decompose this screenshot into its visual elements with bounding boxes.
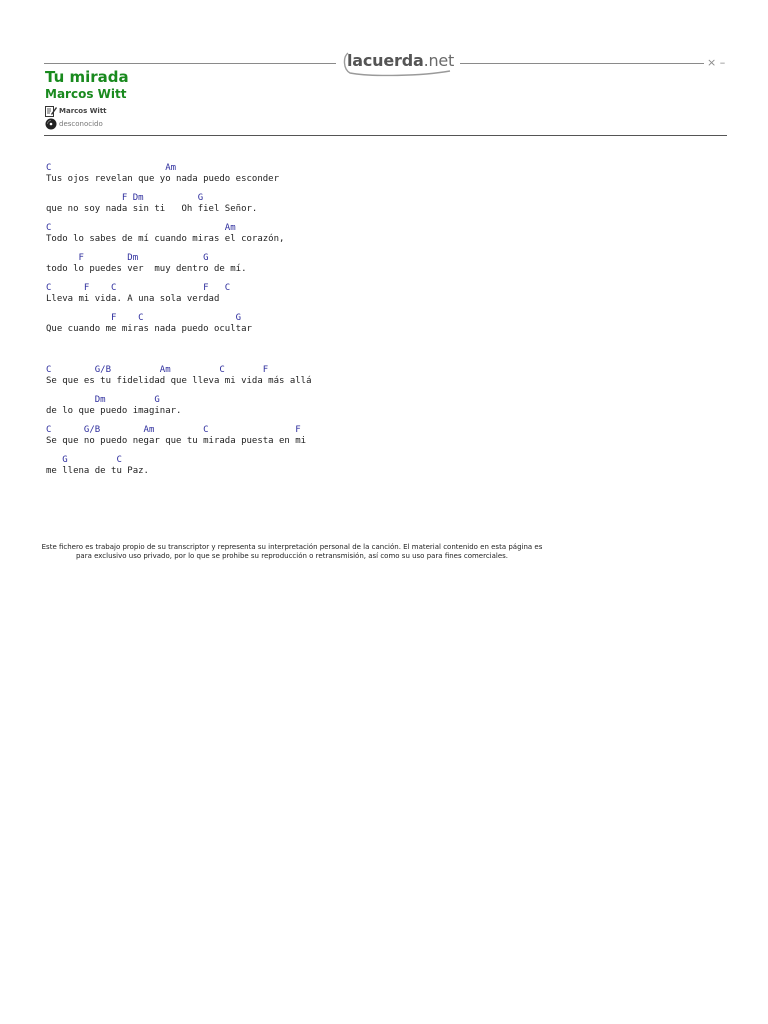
album-row — [45, 118, 103, 130]
header-rule-left — [44, 63, 336, 64]
header-divider — [44, 135, 727, 136]
transcriber-name[interactable]: Marcos Witt — [59, 107, 107, 115]
lyric-line: me llena de tu Paz. — [46, 466, 149, 476]
chord-line: F Dm G — [46, 253, 209, 263]
disc-icon — [45, 118, 57, 130]
lyric-line: Se que no puedo negar que tu mirada puesta en mi — [46, 436, 307, 446]
header-end-mark: × – — [707, 56, 726, 69]
lyric-line: todo lo puedes ver muy dentro de mí. — [46, 264, 247, 274]
transcriber-row — [45, 105, 107, 117]
site-logo[interactable] — [342, 49, 454, 77]
lyric-line: de lo que puedo imaginar. — [46, 406, 182, 416]
chord-line: C G/B Am C F — [46, 425, 301, 435]
stanza-gap — [46, 343, 312, 365]
lyric-line: Se que es tu fidelidad que lleva mi vida más allá — [46, 376, 312, 386]
logo-brand: lacuerda — [347, 51, 424, 70]
lyric-line: Lleva mi vida. A una sola verdad — [46, 294, 220, 304]
chord-line: C G/B Am C F — [46, 365, 269, 375]
lyric-line: que no soy nada sin ti Oh fiel Señor. — [46, 204, 258, 214]
lyric-line: Que cuando me miras nada puedo ocultar — [46, 324, 252, 334]
disclaimer — [30, 543, 554, 561]
header-rule-right — [460, 63, 704, 64]
logo-text — [347, 51, 454, 71]
chord-line: C F C F C — [46, 283, 231, 293]
song-artist[interactable]: Marcos Witt — [45, 87, 127, 101]
song-body — [46, 163, 312, 485]
album-name: desconocido — [59, 120, 103, 128]
lyric-line: Tus ojos revelan que yo nada puedo esconder — [46, 174, 279, 184]
disclaimer-line-1: Este fichero es trabajo propio de su transcriptor y representa su interpretación personal de la canción. El material contenido en esta página es — [41, 543, 543, 551]
logo-tld: .net — [423, 51, 455, 70]
edit-icon — [45, 105, 57, 117]
disclaimer-line-2: para exclusivo uso privado, por lo que se prohibe su reproducción o retransmisión, así como su uso para fines comerciales. — [75, 552, 509, 560]
chord-line: C Am — [46, 223, 236, 233]
song-title: Tu mirada — [45, 68, 129, 86]
chord-line: C Am — [46, 163, 177, 173]
chord-line: G C — [46, 455, 122, 465]
lyric-line: Todo lo sabes de mí cuando miras el corazón, — [46, 234, 285, 244]
chord-line: F Dm G — [46, 193, 204, 203]
chord-line: F C G — [46, 313, 242, 323]
chord-line: Dm G — [46, 395, 160, 405]
